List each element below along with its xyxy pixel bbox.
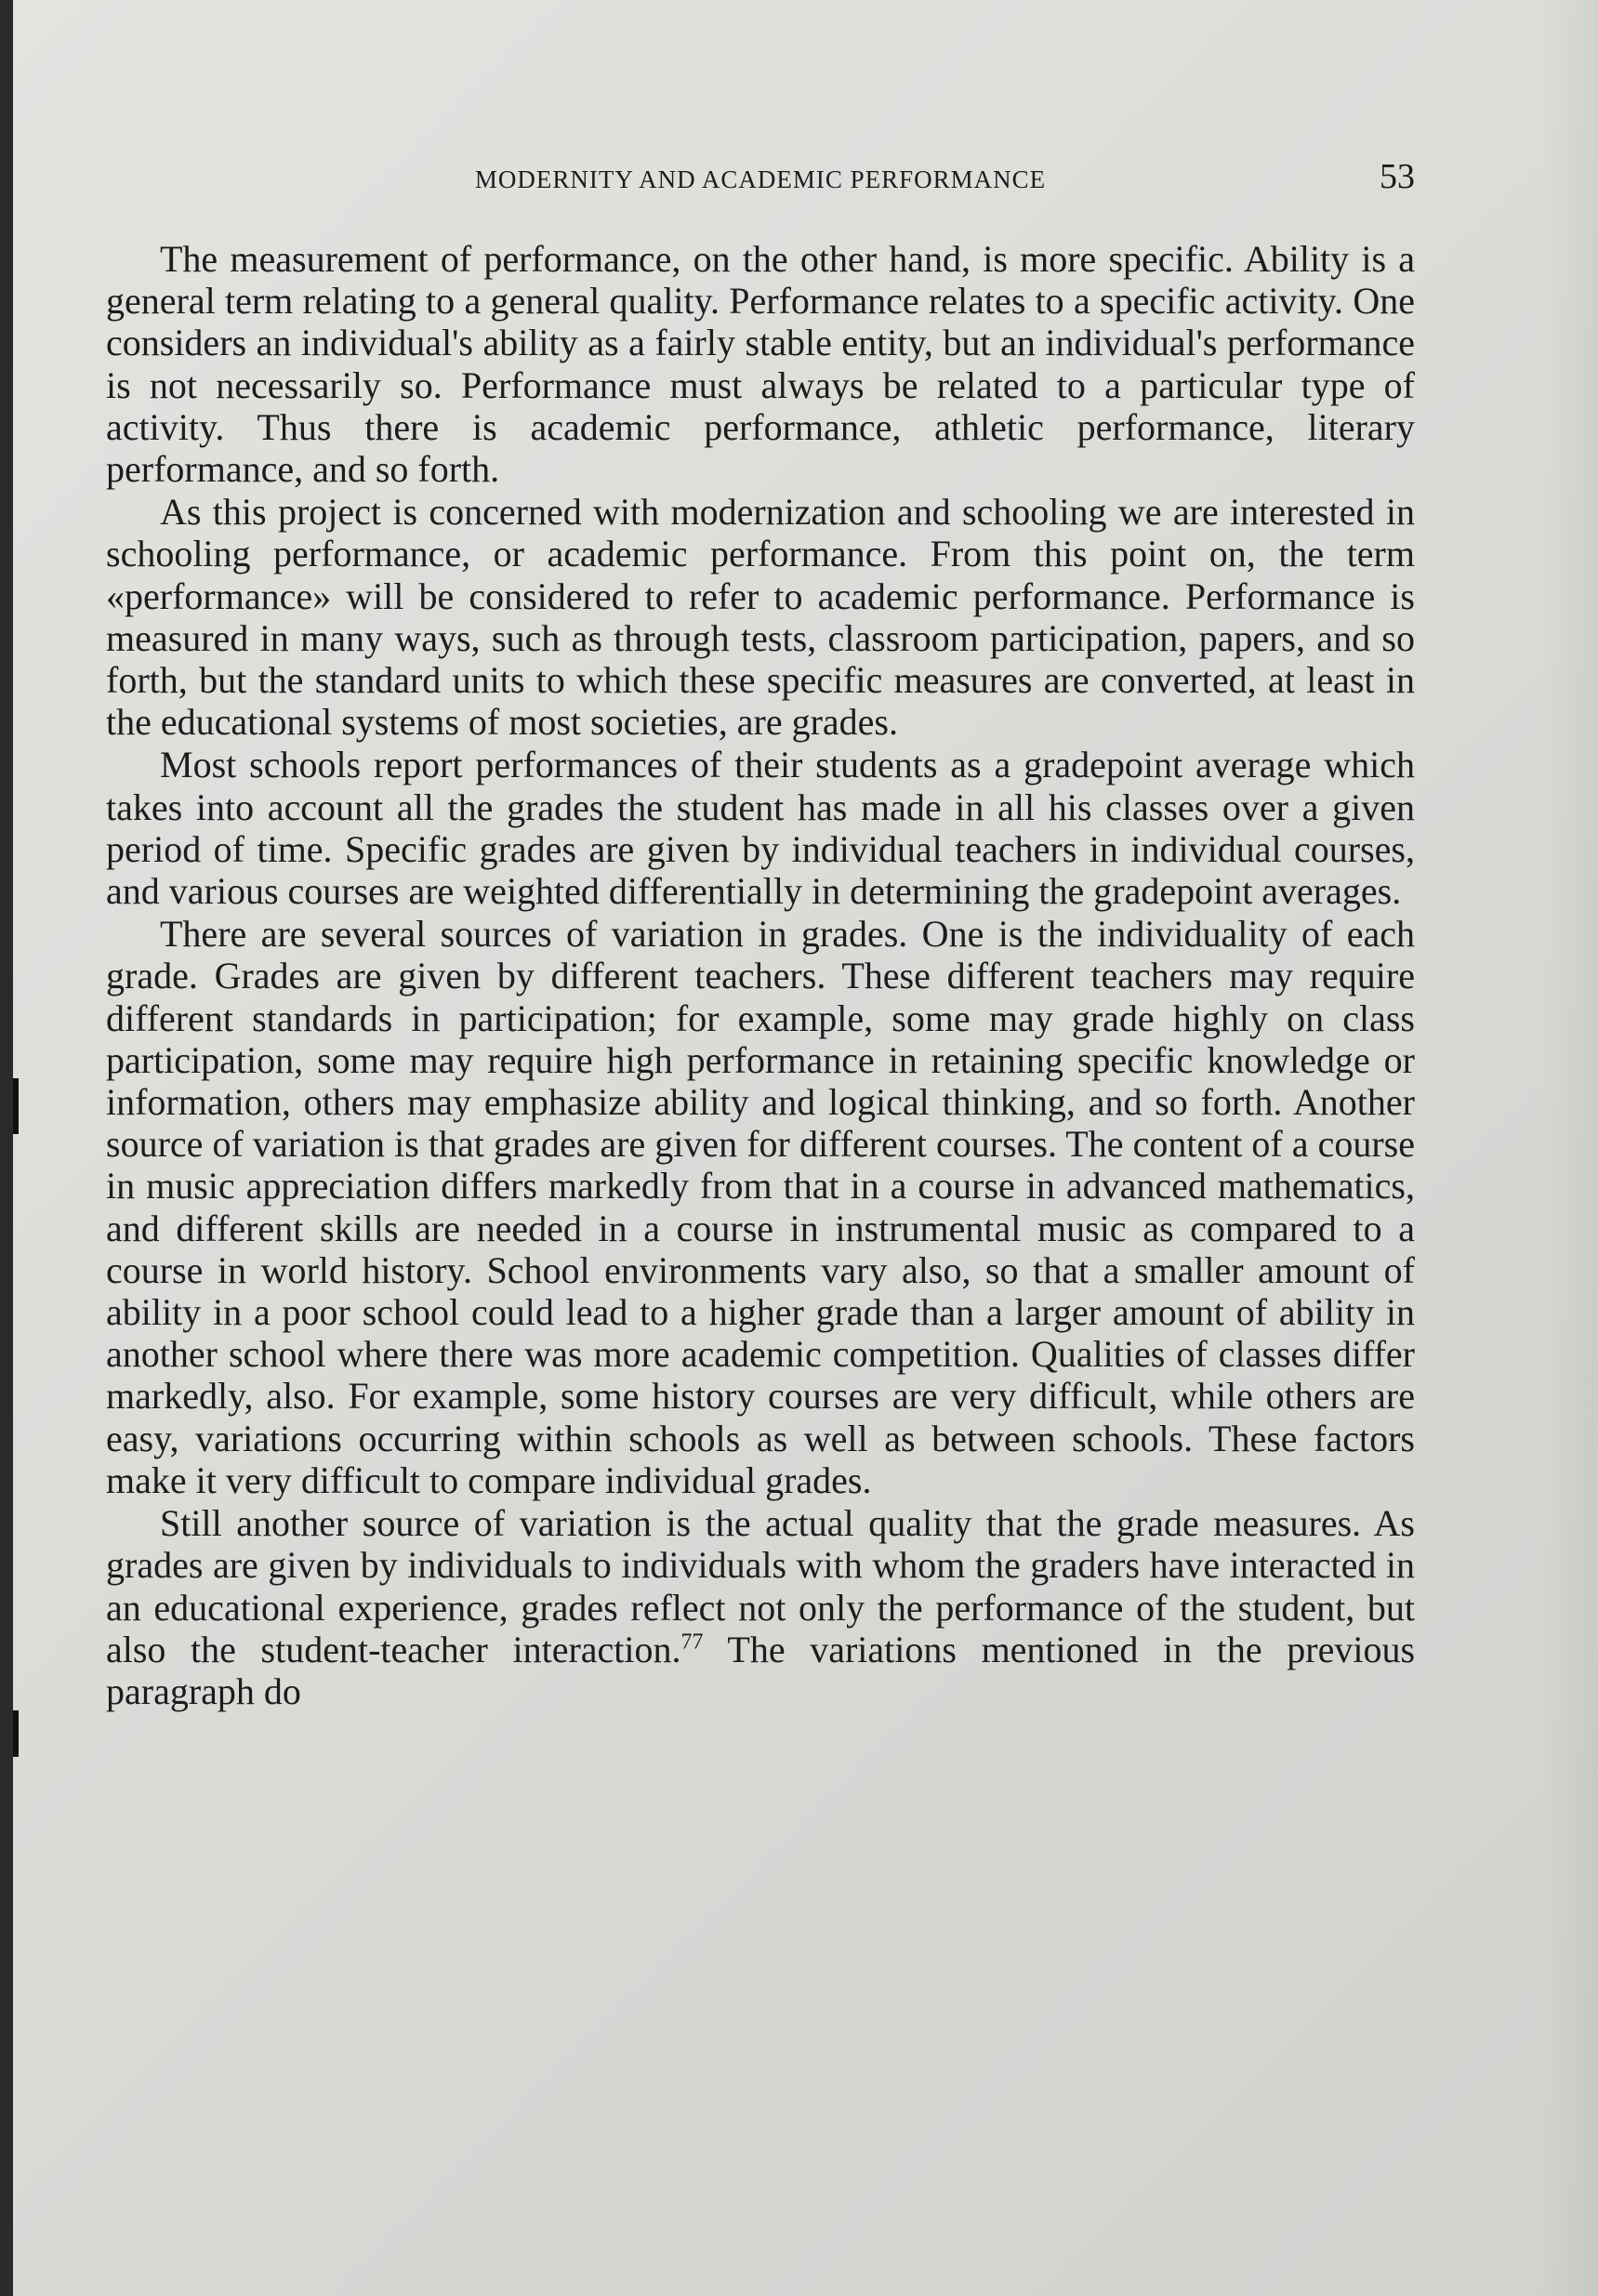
running-head: MODERNITY AND ACADEMIC PERFORMANCE [474, 165, 1047, 193]
binding-mark-bottom [13, 1710, 19, 1757]
page-header [106, 156, 1415, 203]
paragraph-2: As this project is concerned with modernization and schooling we are interested in schooling performance, or academic performance. From this point on, the term «performance» will be considered to refer to academic performance. Performance is measured in many ways, such as through tests, classroom participation, papers, and so forth, but the standard units to which these specific measures are converted, at least in the educational systems of most societies, are grades. [106, 491, 1415, 744]
body-text [106, 238, 1415, 1713]
paragraph-3: Most schools report performances of their students as a gradepoint average which takes into account all the grades the student has made in all his classes over a given period of time. Specific grades are given by individual teachers in individual courses, and various courses are weighted differentially in determining the gradepoint averages. [106, 744, 1415, 913]
paragraph-4: There are several sources of variation in grades. One is the individuality of each grade. Grades are given by different teachers. These different teachers may require different standards in participation; for example, some may grade highly on class participation, some may require high performance in retaining specific knowledge or information, others may emphasize ability and logical thinking, and so forth. Another source of variation is that grades are given for different courses. The content of a course in music appreciation differs markedly from that in a course in advanced mathematics, and different skills are needed in a course in instrumental music as compared to a course in world history. School environments vary also, so that a smaller amount of ability in a poor school could lead to a higher grade than a larger amount of ability in another school where there was more academic competition. Qualities of classes differ markedly, also. For example, some history courses are very difficult, while others are easy, variations occurring within schools as well as between schools. These factors make it very difficult to compare individual grades. [106, 913, 1415, 1501]
page-number: 53 [1380, 157, 1415, 196]
paragraph-5-text: Still another source of variation is the actual quality that the grade measures. As grades are given by individuals to individuals with whom the graders have interacted in an educational experience, grades reflect not only the performance of the student, but also the student-teacher interaction. [106, 1502, 1415, 1670]
footnote-reference[interactable]: 77 [680, 1630, 704, 1655]
paragraph-5 [106, 1502, 1415, 1712]
paragraph-5-continuation: The variations mentioned in the previous paragraph do [106, 1628, 1416, 1712]
paragraph-1: The measurement of performance, on the other hand, is more specific. Ability is a general term relating to a general quality. Performance relates to a specific activity. One considers an individual's ability as a fairly stable entity, but an individual's performance is not necessarily so. Performance must always be related to a particular type of activity. Thus there is academic performance, athletic performance, literary performance, and so forth. [106, 238, 1415, 491]
binding-mark-top [13, 1078, 19, 1134]
